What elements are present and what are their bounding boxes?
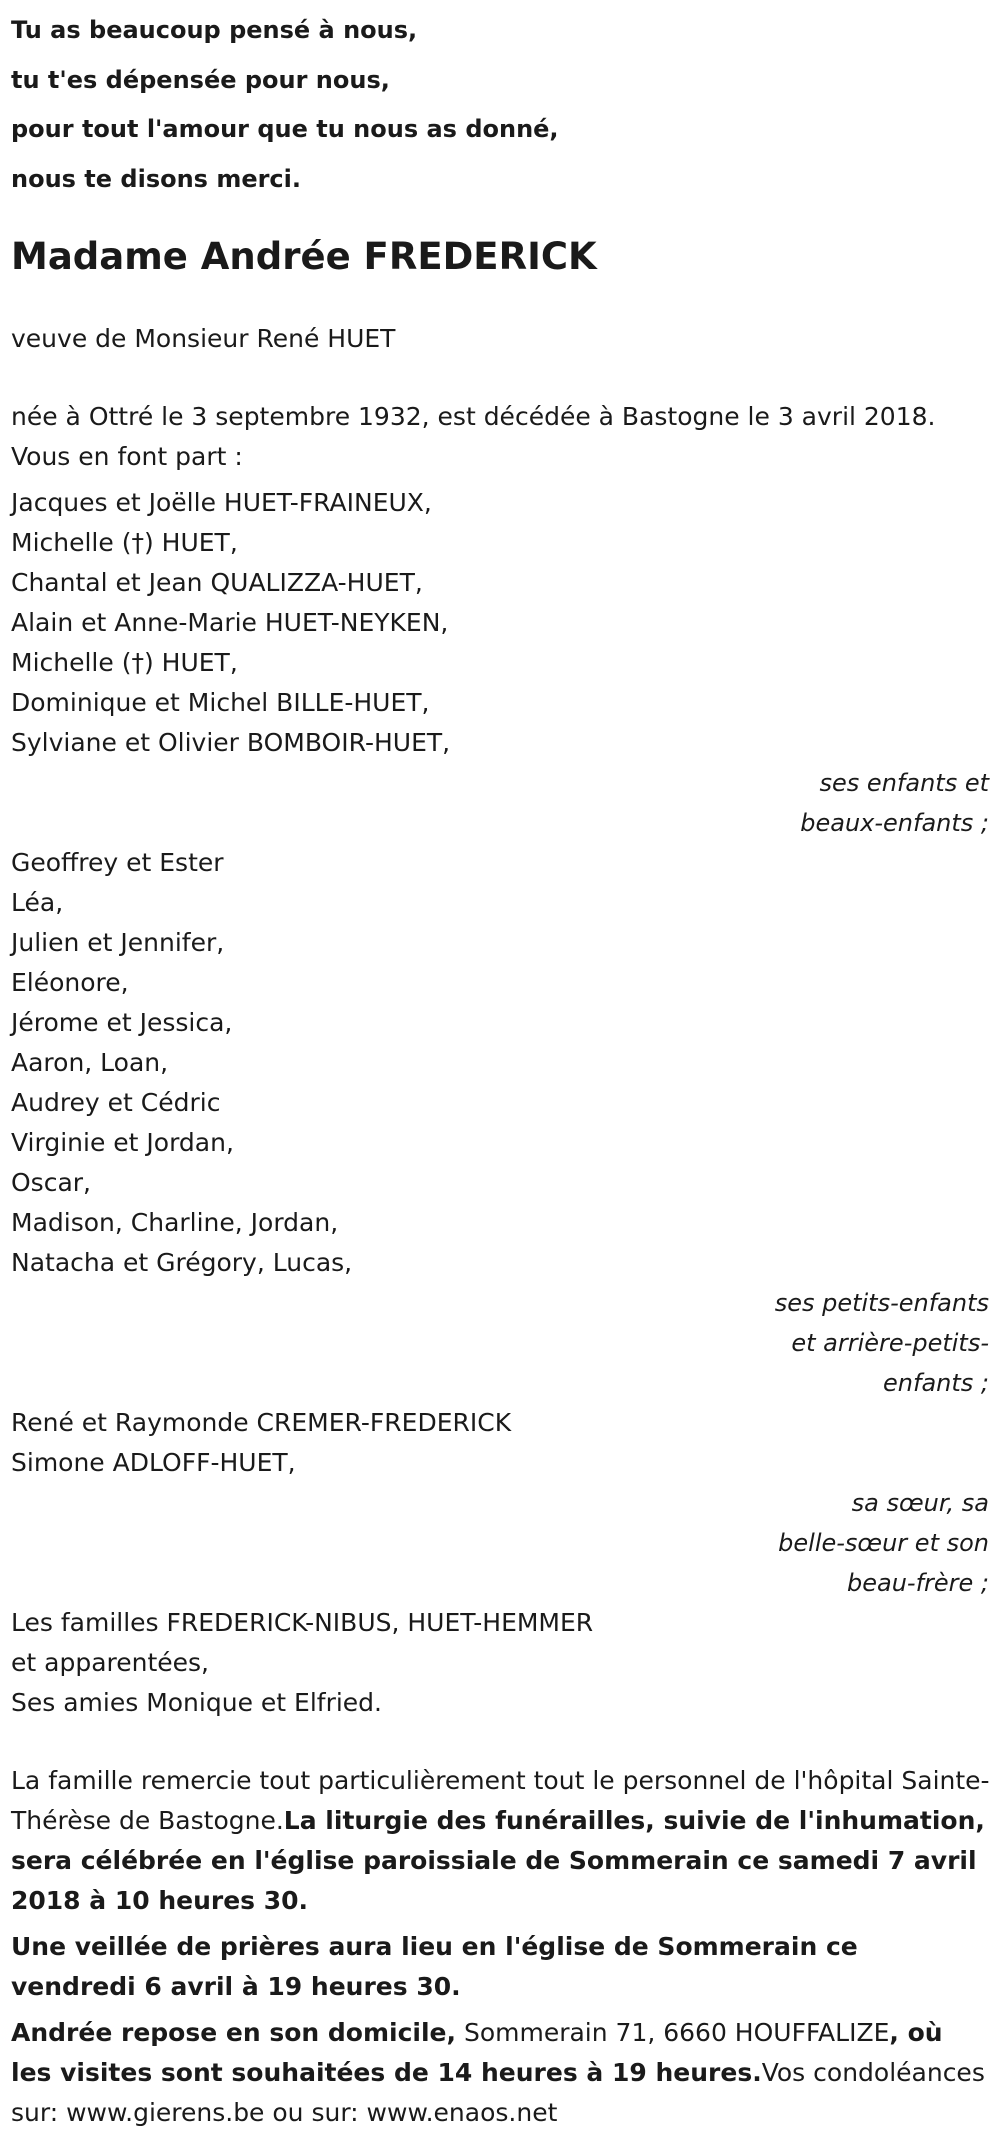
rest-condolences: Vos condoléances sur: www.gierens.be ou sur: www.enaos.net <box>11 2058 985 2127</box>
role-line: beaux-enfants ; <box>800 809 989 837</box>
role-line: et arrière-petits- <box>791 1329 989 1357</box>
role-line: beau-frère ; <box>846 1569 989 1597</box>
siblings-role <box>11 1483 989 1603</box>
grandchildren-list <box>11 843 991 1283</box>
poem-line: Tu as beaucoup pensé à nous, <box>11 16 418 44</box>
list-item: Virginie et Jordan, <box>11 1128 234 1157</box>
list-item: Eléonore, <box>11 968 129 997</box>
role-line: ses petits-enfants <box>774 1289 989 1317</box>
poem-line: pour tout l'amour que tu nous as donné, <box>11 115 559 143</box>
list-item: Geoffrey et Ester <box>11 848 224 877</box>
list-item: Natacha et Grégory, Lucas, <box>11 1248 353 1277</box>
list-item: Ses amies Monique et Elfried. <box>11 1688 382 1717</box>
list-item: Chantal et Jean QUALIZZA-HUET, <box>11 568 423 597</box>
list-item: et apparentées, <box>11 1648 209 1677</box>
rest-bold-2: , où les visites sont souhaitées de 14 heures à 19 heures. <box>11 2018 943 2087</box>
list-item: Oscar, <box>11 1168 91 1197</box>
list-item: René et Raymonde CREMER-FREDERICK <box>11 1408 512 1437</box>
obituary-content <box>11 0 991 2133</box>
list-item: Les familles FREDERICK-NIBUS, HUET-HEMMER <box>11 1608 594 1637</box>
rest-address: Sommerain 71, 6660 HOUFFALIZE <box>456 2018 890 2047</box>
announce: Vous en font part : <box>11 442 243 471</box>
poem-line: nous te disons merci. <box>11 164 302 193</box>
families-list <box>11 1603 991 1723</box>
list-item: Sylviane et Olivier BOMBOIR-HUET, <box>11 728 451 757</box>
rest-bold-1: Andrée repose en son domicile, <box>11 2018 456 2047</box>
list-item: Michelle (†) HUET, <box>11 528 238 557</box>
list-item: Jérome et Jessica, <box>11 1008 233 1037</box>
role-line: enfants ; <box>883 1369 989 1397</box>
rest-paragraph <box>11 2013 991 2133</box>
list-item: Dominique et Michel BILLE-HUET, <box>11 688 430 717</box>
thanks-text: La famille remercie tout particulièrement tout le personnel de l'hôpital Sainte-Thérèse de Bastogne. <box>11 1766 990 1835</box>
funeral-text: La liturgie des funérailles, suivie de l'inhumation, sera célébrée en l'église paroissiale de Sommerain ce samedi 7 avril 2018 à 10 heures 30. <box>11 1806 985 1915</box>
list-item: Alain et Anne-Marie HUET-NEYKEN, <box>11 608 449 637</box>
role-line: ses enfants et <box>819 769 989 797</box>
list-item: Madison, Charline, Jordan, <box>11 1208 339 1237</box>
list-item: Jacques et Joëlle HUET-FRAINEUX, <box>11 488 432 517</box>
list-item: Léa, <box>11 888 64 917</box>
list-item: Aaron, Loan, <box>11 1048 169 1077</box>
poem <box>11 0 991 204</box>
children-list <box>11 483 991 763</box>
poem-line: tu t'es dépensée pour nous, <box>11 65 390 94</box>
role-line: sa sœur, sa <box>851 1489 989 1517</box>
role-line: belle-sœur et son <box>778 1529 989 1557</box>
list-item: Julien et Jennifer, <box>11 928 225 957</box>
birth-death: née à Ottré le 3 septembre 1932, est décédée à Bastogne le 3 avril 2018. <box>11 402 936 431</box>
list-item: Simone ADLOFF-HUET, <box>11 1448 296 1477</box>
children-role <box>11 763 989 843</box>
siblings-list <box>11 1403 991 1483</box>
thanks-paragraph <box>11 1761 991 1921</box>
list-item: Michelle (†) HUET, <box>11 648 238 677</box>
deceased-name: Madame Andrée FREDERICK <box>11 235 597 278</box>
list-item: Audrey et Cédric <box>11 1088 221 1117</box>
vigil-paragraph: Une veillée de prières aura lieu en l'église de Sommerain ce vendredi 6 avril à 19 heures 30. <box>11 1932 858 2001</box>
widow-of: veuve de Monsieur René HUET <box>11 324 396 353</box>
grandchildren-role <box>11 1283 989 1403</box>
